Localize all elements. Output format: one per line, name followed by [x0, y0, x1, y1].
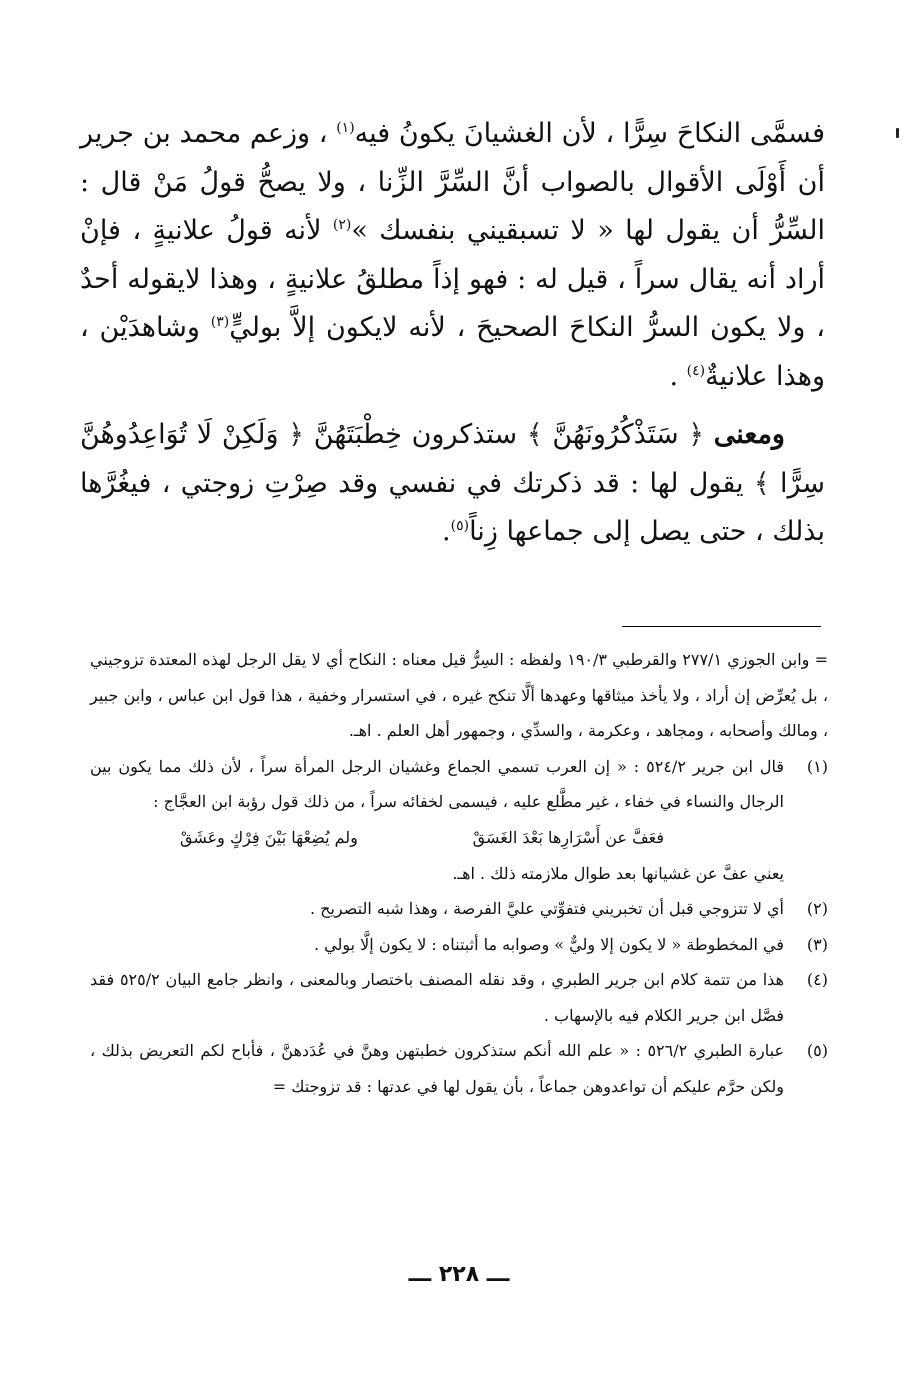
- verse-hemistich-2: ولم يُضِعْهَا بَيْنَ فِرْكٍ وعَشَقْ: [180, 827, 358, 847]
- footnote-ref-2[interactable]: (٢): [332, 217, 352, 233]
- lead-word: ومعنى: [713, 419, 785, 450]
- page-number: ـــ ٢٢٨ ـــ: [408, 1262, 510, 1287]
- footnote-number: (٥): [806, 1041, 828, 1060]
- quran-bracket-close: ﴾: [517, 419, 553, 450]
- text-run: لأنه قولُ علانيةٍ ، فإنْ أراد أنه يقال سراً ، قيل له : فهو إذاً مطلقُ علانيةٍ ، وهذا لايقوله أحدٌ ، ولا يكون السرُّ النكاحَ الصحيحَ ، لأنه لايكون إلاَّ بوليٍّ: [80, 215, 825, 343]
- footnote-ref-1[interactable]: (١): [336, 120, 355, 136]
- footnote-1: [90, 749, 828, 820]
- footnote-ref-5[interactable]: (٥): [450, 518, 470, 534]
- text-run: فسمَّى النكاحَ سِرًّا ، لأن الغشيانَ يكونُ فيه: [354, 118, 825, 149]
- paragraph-2: [80, 411, 825, 557]
- quran-bracket-open: ﴿: [678, 419, 714, 450]
- footnote-text: هذا من تتمة كلام ابن جرير الطبري ، وقد نقله المصنف باختصار وبالمعنى ، وانظر جامع البيان ٥٢٥/٢ فقد فصَّل ابن جرير الكلام فيه بالإسهاب .: [90, 970, 784, 1025]
- footnote-3: [90, 927, 828, 963]
- text-run: .: [669, 360, 687, 392]
- footnote-ref-3[interactable]: (٣): [210, 314, 230, 330]
- paragraph-1: [80, 110, 825, 401]
- footnote-number: (٢): [806, 899, 828, 918]
- footnote-text: في المخطوطة « لا يكون إلا وليٌّ » وصوابه ما أثبتناه : لا يكون إلَّا بولي .: [313, 934, 784, 954]
- footnote-text: أي لا تتزوجي قبل أن تخبريني فتفوِّتي عليَّ الفرصة ، وهذا شبه التصريح .: [309, 899, 784, 918]
- quran-bracket-open: ﴿: [278, 419, 314, 450]
- text-run: ، وزعم محمد بن جرير أن أَوْلَى الأقوال بالصواب أنَّ السِّرَّ الزِّنا ، ولا يصحُّ قولُ مَنْ قال : السِّرُّ أن يقول لها « لا تسبقيني بنفسك »: [80, 118, 825, 246]
- quran-quote: وَلَكِنْ لَا تُوَاعِدُوهُنَّ سِرًّا: [80, 419, 825, 499]
- footnote-number: (٤): [806, 970, 828, 989]
- footnote-1-tail: [90, 856, 828, 892]
- footnote-2: [90, 891, 828, 927]
- footnote-number: (١): [806, 756, 828, 776]
- footnote-text: قال ابن جرير ٥٢٤/٢ : « إن العرب تسمي الجماع وغشيان الرجل المرأة سراً ، لأن ذلك مما يكون بين الرجال والنساء في خفاء ، غير مطَّلع عليه ، فيسمى لخفائه سراً ، من ذلك قول رؤبة ابن العجَّاج :: [90, 756, 785, 811]
- footnote-5: [90, 1033, 828, 1104]
- margin-mark: [896, 128, 899, 138]
- footnote-text: عبارة الطبري ٥٢٦/٢ : « علم الله أنكم ستذكرون خطبتهن وهنَّ في عُدَدهنَّ ، فأباح لكم التعريض بذلك ، ولكن حرَّم عليكم أن تواعدوهن جماعاً ، بأن يقول لها في عدتها : قد تزوجتك =: [90, 1041, 785, 1096]
- footnote-text: يعني عفَّ عن غشيانها بعد طوال ملازمته ذلك . اهـ.: [452, 863, 784, 883]
- poetry-verse: [90, 820, 784, 856]
- footnote-separator: [622, 626, 821, 627]
- main-text: [80, 110, 825, 557]
- text-run: وشاهدَيْن ، وهذا علانيةٌ: [80, 312, 825, 392]
- footnote-4: [90, 962, 828, 1033]
- text-run: .: [442, 516, 451, 547]
- footnote-continuation: = وابن الجوزي ٢٧٧/١ والقرطبي ١٩٠/٣ ولفظه : السِرُّ قيل معناه : النكاح أي لا يقل الرجل لهذه المعتدة تزوجيني ، بل يُعرِّض إن أراد ، ولا يأخذ ميثاقها وعهدها ألَّا تنكح غيره ، في استسرار وخفية ، هذا قول ابن عباس ، وابن جبير ، ومالك وأصحابه ، ومجاهد ، وعكرمة ، والسدِّي ، وجمهور أهل العلم . اهـ.: [90, 650, 828, 740]
- footnote-number: (٣): [806, 934, 828, 954]
- text-run: يقول لها : قد ذكرتك في نفسي وقد صِرْتِ زوجتي ، فيغُرَّها بذلك ، حتى يصل إلى جماعها زِناً: [80, 467, 825, 547]
- footnote-ref-4[interactable]: (٤): [686, 362, 706, 379]
- quran-quote: سَتَذْكُرُونَهُنَّ: [552, 419, 679, 450]
- text-run: ستذكرون خِطْبَتَهُنَّ: [313, 419, 518, 450]
- quran-bracket-close: ﴾: [743, 467, 780, 499]
- verse-hemistich-1: فعَفَّ عن أَسْرَارِها بَعْدَ الغَسَقْ: [472, 827, 664, 847]
- footnotes: [90, 642, 828, 1104]
